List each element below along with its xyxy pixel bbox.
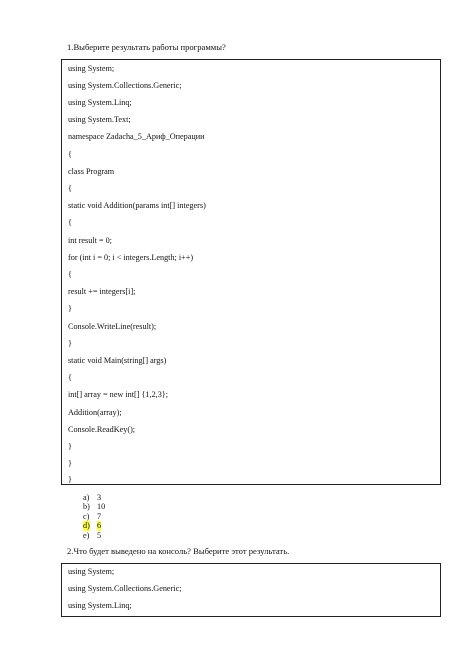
answer-option-d-highlighted[interactable] (83, 521, 123, 530)
code-line: { (68, 184, 72, 193)
code-line: { (68, 150, 72, 159)
code-line: using System.Linq; (68, 601, 132, 610)
code-line: static void Addition(params int[] integers) (68, 201, 206, 210)
answer-option-a[interactable] (83, 493, 123, 502)
code-line: } (68, 475, 72, 484)
code-line: using System.Text; (68, 115, 131, 124)
answer-value: 10 (97, 502, 106, 512)
code-line: using System.Linq; (68, 98, 132, 107)
code-line: int result = 0; (68, 236, 112, 245)
answer-option-e[interactable] (83, 531, 123, 540)
code-line: } (68, 304, 72, 313)
code-line: using System.Collections.Generic; (68, 584, 182, 593)
code-line: Addition(array); (68, 408, 122, 417)
code-line: using System; (68, 567, 115, 576)
answer-letter: c) (83, 511, 90, 521)
code-line: using System; (68, 64, 115, 73)
code-line: result += integers[i]; (68, 287, 136, 296)
answer-options (83, 493, 123, 540)
code-line: using System.Collections.Generic; (68, 81, 182, 90)
answer-letter: e) (83, 530, 90, 540)
answer-option-c[interactable] (83, 512, 123, 521)
code-line: { (68, 373, 72, 382)
code-line: } (68, 459, 72, 468)
answer-option-b[interactable] (83, 502, 123, 511)
code-line: class Program (68, 167, 115, 176)
code-line: { (68, 218, 72, 227)
code-line: static void Main(string[] args) (68, 356, 167, 365)
code-line: namespace Zadacha_5_Ариф_Операции (68, 132, 205, 141)
answer-letter: b) (83, 502, 90, 512)
code-line: int[] array = new int[] {1,2,3}; (68, 390, 169, 399)
answer-letter: a) (83, 493, 90, 502)
code-line: { (68, 270, 72, 279)
answer-value: 7 (97, 511, 102, 521)
answer-letter: d) (83, 521, 90, 531)
answer-value: 5 (97, 530, 102, 540)
answer-value: 3 (97, 493, 102, 502)
question-1-code-box (61, 59, 441, 485)
code-line: Console.ReadKey(); (68, 425, 136, 434)
code-line: Console.WriteLine(result); (68, 322, 157, 331)
code-line: for (int i = 0; i < integers.Length; i++) (68, 253, 194, 262)
question-1-title: 1.Выберите результать работы программы? (67, 42, 226, 52)
code-line: } (68, 442, 72, 451)
code-line: } (68, 339, 72, 348)
question-2-code-box (61, 563, 441, 617)
answer-value: 6 (97, 521, 102, 531)
question-2-title: 2.Что будет выведено на консоль? Выберите этот результать. (67, 546, 290, 556)
